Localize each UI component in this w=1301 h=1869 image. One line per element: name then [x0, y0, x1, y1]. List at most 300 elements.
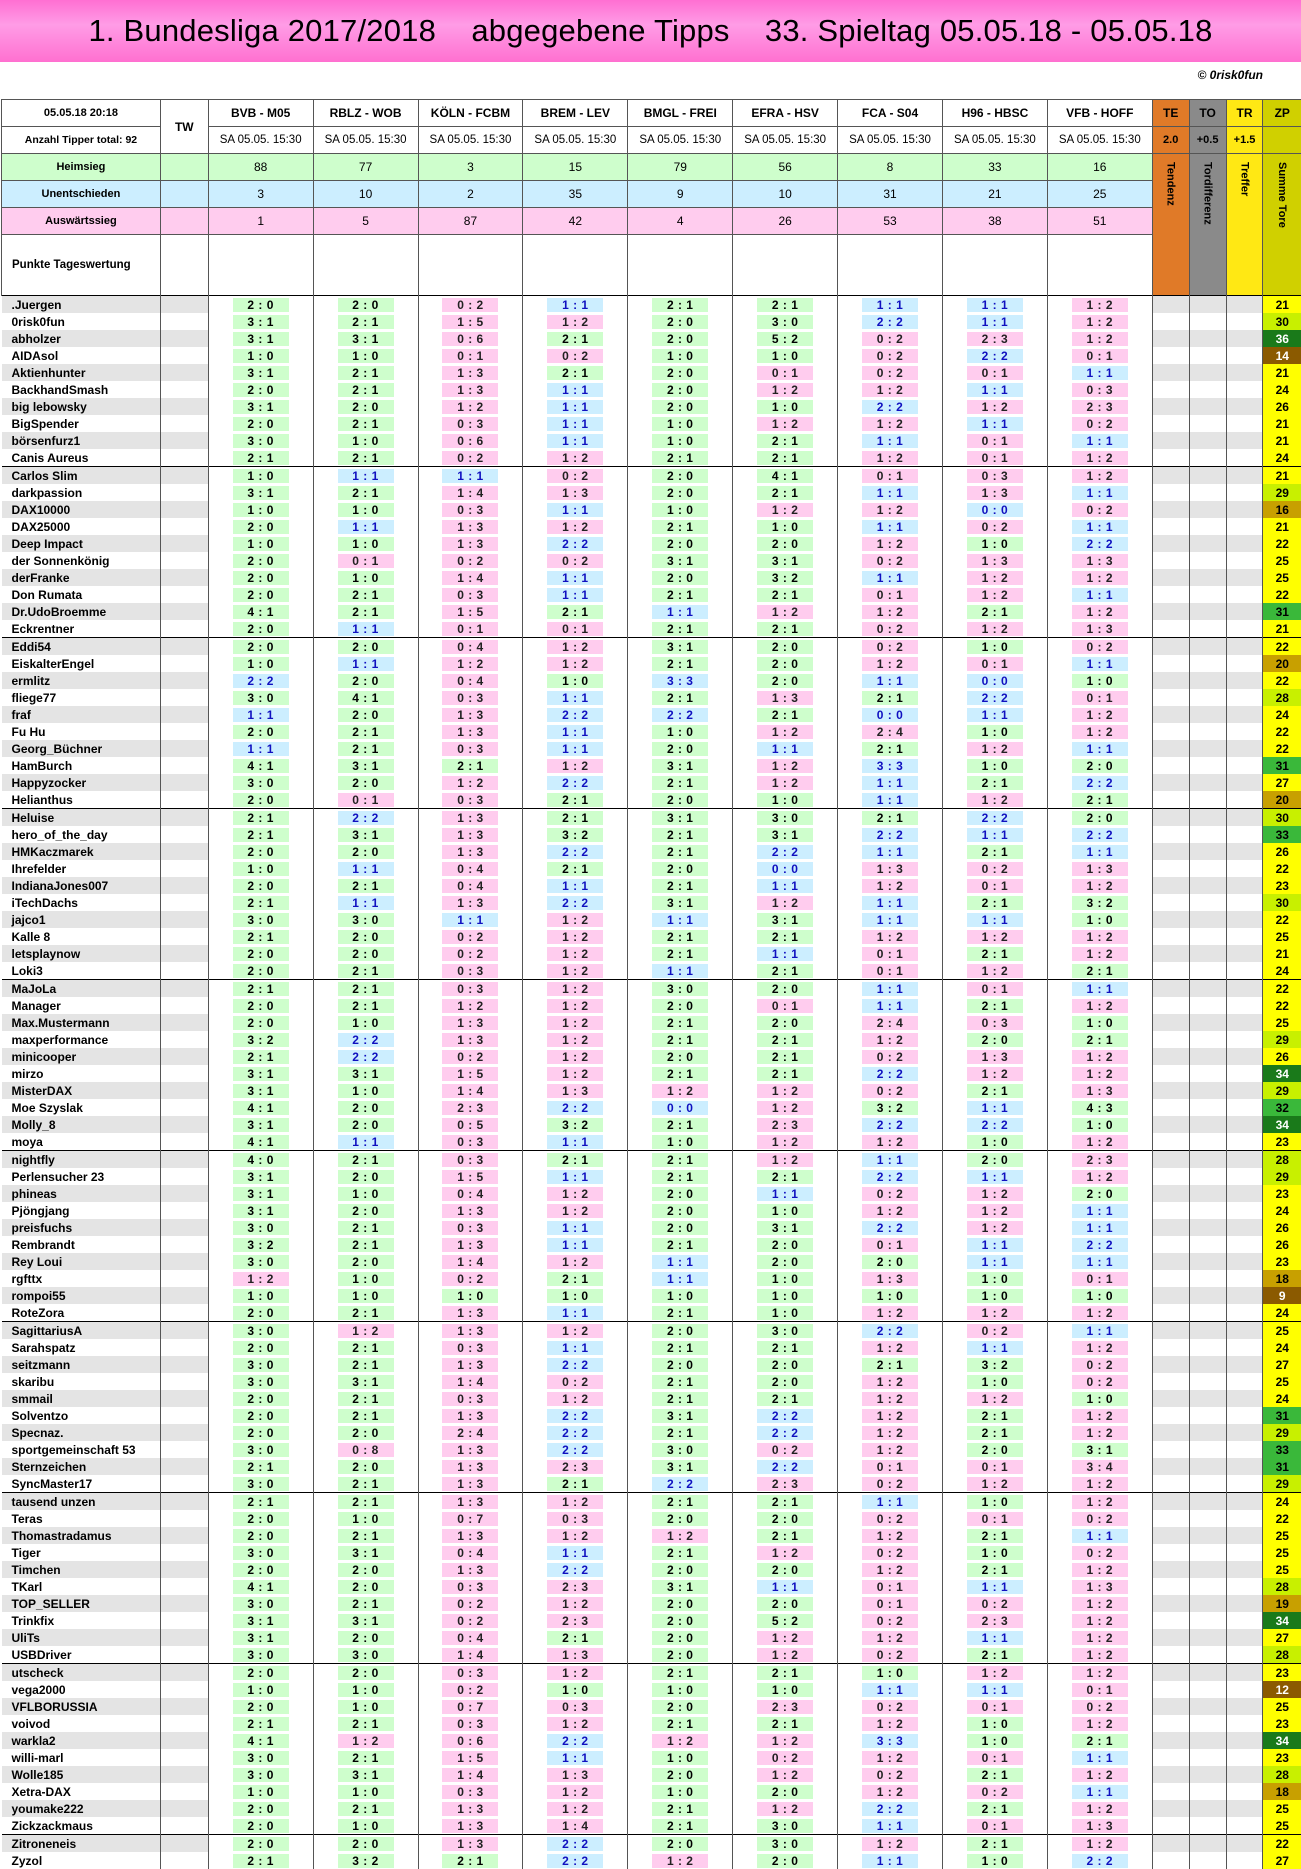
tip-value: 0 : 1: [967, 451, 1023, 465]
tip-cell: [838, 655, 943, 672]
extra-cell: [1189, 1322, 1226, 1340]
auswaertssieg-count: 51: [1047, 208, 1152, 235]
tip-cell: [208, 1390, 313, 1407]
tip-cell: [942, 740, 1047, 757]
player-row: [2, 945, 1301, 962]
tip-cell: [733, 364, 838, 381]
tip-cell: [208, 296, 313, 314]
tw-cell: [160, 1510, 208, 1527]
tip-value: 2 : 0: [757, 537, 813, 551]
tip-value: 1 : 1: [757, 1580, 813, 1594]
tip-cell: [208, 1681, 313, 1698]
extra-cell: [1226, 843, 1263, 860]
summe-points: 19: [1263, 1595, 1301, 1612]
tip-value: 1 : 2: [1072, 947, 1128, 961]
tip-value: 0 : 8: [338, 1443, 394, 1457]
tip-cell: [208, 723, 313, 740]
tip-value: 1 : 0: [338, 1289, 394, 1303]
tip-value: 1 : 2: [1072, 1170, 1128, 1184]
tip-value: 2 : 1: [338, 1751, 394, 1765]
tip-cell: [733, 1817, 838, 1835]
tip-cell: [628, 484, 733, 501]
tip-cell: [208, 740, 313, 757]
tip-value: 1 : 2: [862, 1341, 918, 1355]
player-row: [2, 723, 1301, 740]
extra-cell: [1189, 1800, 1226, 1817]
tip-value: 1 : 2: [547, 999, 603, 1013]
tip-cell: [313, 1835, 418, 1853]
player-row: [2, 1356, 1301, 1373]
player-name: phineas: [2, 1185, 161, 1202]
tip-value: 1 : 3: [442, 1477, 498, 1491]
tip-cell: [733, 1116, 838, 1133]
summe-points: 29: [1263, 1424, 1301, 1441]
tip-value: 1 : 0: [862, 1289, 918, 1303]
tip-cell: [418, 552, 523, 569]
tip-value: 1 : 2: [967, 1666, 1023, 1680]
player-name: Carlos Slim: [2, 467, 161, 485]
extra-code-to: TO: [1189, 100, 1226, 127]
tip-value: 2 : 1: [757, 622, 813, 636]
tip-value: 1 : 0: [967, 1717, 1023, 1731]
tip-value: 2 : 1: [757, 1050, 813, 1064]
player-name: Dr.UdoBroemme: [2, 603, 161, 620]
tip-cell: [628, 1185, 733, 1202]
tip-cell: [523, 398, 628, 415]
player-row: [2, 1698, 1301, 1715]
tip-value: 3 : 0: [233, 1477, 289, 1491]
player-name: Xetra-DAX: [2, 1783, 161, 1800]
tip-cell: [942, 1595, 1047, 1612]
extra-cell: [1189, 1852, 1226, 1869]
summe-points: 30: [1263, 809, 1301, 827]
tip-cell: [1047, 1681, 1152, 1698]
tip-cell: [628, 1578, 733, 1595]
extra-cell: [1226, 655, 1263, 672]
tip-cell: [418, 1612, 523, 1629]
tip-cell: [208, 1373, 313, 1390]
tip-value: 1 : 1: [967, 1341, 1023, 1355]
tip-cell: [1047, 638, 1152, 656]
tip-value: 1 : 1: [547, 298, 603, 312]
tip-value: 1 : 1: [967, 828, 1023, 842]
tip-cell: [733, 672, 838, 689]
extra-cell: [1152, 1133, 1189, 1151]
tip-cell: [1047, 962, 1152, 980]
extra-cell: [1152, 467, 1189, 485]
extra-cell: [1189, 843, 1226, 860]
tip-cell: [313, 1014, 418, 1031]
extra-cell: [1152, 1373, 1189, 1390]
extra-cell: [1226, 501, 1263, 518]
tip-cell: [942, 655, 1047, 672]
tip-value: 1 : 1: [862, 1495, 918, 1509]
tip-cell: [523, 1595, 628, 1612]
extra-cell: [1189, 467, 1226, 485]
tip-cell: [838, 347, 943, 364]
tip-cell: [838, 330, 943, 347]
punkte-cell: [628, 235, 733, 296]
extra-name-zp: [1263, 154, 1301, 296]
tip-cell: [1047, 1527, 1152, 1544]
tip-value: 0 : 2: [442, 1683, 498, 1697]
tip-cell: [1047, 381, 1152, 398]
tip-cell: [733, 1561, 838, 1578]
tip-cell: [523, 1527, 628, 1544]
summe-points: 26: [1263, 398, 1301, 415]
match-teams: BVB - M05: [208, 100, 313, 127]
tip-value: 0 : 1: [1072, 691, 1128, 705]
tip-value: 1 : 5: [442, 1170, 498, 1184]
summe-points: 28: [1263, 1646, 1301, 1664]
tip-cell: [418, 415, 523, 432]
summe-points: 24: [1263, 1202, 1301, 1219]
tip-value: 1 : 0: [757, 349, 813, 363]
player-name: Kalle 8: [2, 928, 161, 945]
player-name: mirzo: [2, 1065, 161, 1082]
tip-value: 1 : 2: [1072, 1614, 1128, 1628]
extra-cell: [1226, 689, 1263, 706]
player-row: [2, 980, 1301, 998]
extra-name-to: [1189, 154, 1226, 296]
tip-cell: [313, 1646, 418, 1664]
tip-value: 3 : 1: [233, 366, 289, 380]
tw-cell: [160, 911, 208, 928]
tip-value: 1 : 2: [1072, 1597, 1128, 1611]
extra-cell: [1152, 603, 1189, 620]
tip-cell: [733, 809, 838, 827]
extra-cell: [1152, 1475, 1189, 1493]
extra-cell: [1226, 1390, 1263, 1407]
tip-cell: [523, 467, 628, 485]
tip-cell: [208, 962, 313, 980]
tip-cell: [313, 1065, 418, 1082]
tip-value: 0 : 1: [862, 947, 918, 961]
tip-value: 2 : 1: [233, 1050, 289, 1064]
tip-value: 1 : 2: [757, 417, 813, 431]
tip-cell: [628, 1441, 733, 1458]
tip-value: 1 : 1: [652, 605, 708, 619]
tip-value: 0 : 1: [967, 1460, 1023, 1474]
extra-val-zp: [1263, 127, 1301, 154]
tip-value: 2 : 0: [338, 1666, 394, 1680]
player-row: [2, 1458, 1301, 1475]
tip-cell: [208, 364, 313, 381]
player-name: TOP_SELLER: [2, 1595, 161, 1612]
tip-cell: [1047, 1356, 1152, 1373]
tip-cell: [628, 1629, 733, 1646]
tip-value: 3 : 1: [338, 828, 394, 842]
tip-cell: [523, 1185, 628, 1202]
tip-cell: [523, 1407, 628, 1424]
tip-value: 2 : 1: [652, 1067, 708, 1081]
tip-cell: [838, 1629, 943, 1646]
player-row: [2, 1475, 1301, 1493]
tip-cell: [1047, 620, 1152, 638]
tip-cell: [942, 894, 1047, 911]
tip-cell: [733, 1544, 838, 1561]
tip-value: 3 : 1: [652, 811, 708, 825]
tip-value: 2 : 0: [233, 622, 289, 636]
tw-cell: [160, 1766, 208, 1783]
tw-cell: [160, 1202, 208, 1219]
unentschieden-label: Unentschieden: [2, 181, 161, 208]
tip-value: 1 : 0: [967, 1495, 1023, 1509]
tip-value: 1 : 2: [862, 1204, 918, 1218]
tip-value: 3 : 0: [233, 1751, 289, 1765]
tip-cell: [838, 945, 943, 962]
tip-cell: [838, 535, 943, 552]
punkte-row: [2, 235, 1301, 296]
tip-cell: [733, 962, 838, 980]
tip-value: 2 : 1: [652, 657, 708, 671]
tip-value: 2 : 2: [1072, 776, 1128, 790]
tip-cell: [1047, 1852, 1152, 1869]
tip-cell: [942, 313, 1047, 330]
tip-cell: [1047, 586, 1152, 603]
tip-value: 1 : 2: [862, 1409, 918, 1423]
tip-cell: [418, 484, 523, 501]
tip-cell: [838, 860, 943, 877]
summe-points: 14: [1263, 347, 1301, 364]
tip-cell: [208, 877, 313, 894]
tip-cell: [838, 1510, 943, 1527]
tw-cell: [160, 655, 208, 672]
tip-cell: [942, 1390, 1047, 1407]
tw-cell: [160, 1287, 208, 1304]
tip-value: 0 : 2: [442, 947, 498, 961]
tip-cell: [838, 1082, 943, 1099]
summe-points: 24: [1263, 962, 1301, 980]
summe-points: 21: [1263, 518, 1301, 535]
extra-cell: [1152, 928, 1189, 945]
tip-value: 2 : 1: [338, 964, 394, 978]
player-name: Deep Impact: [2, 535, 161, 552]
tw-cell: [160, 1031, 208, 1048]
tip-value: 0 : 1: [442, 622, 498, 636]
tip-value: 2 : 1: [652, 1118, 708, 1132]
tip-cell: [418, 962, 523, 980]
tip-value: 2 : 1: [338, 1802, 394, 1816]
tip-value: 2 : 2: [1072, 537, 1128, 551]
tip-cell: [208, 1407, 313, 1424]
tw-cell: [160, 398, 208, 415]
tip-value: 2 : 1: [652, 451, 708, 465]
tip-cell: [1047, 1578, 1152, 1595]
tip-cell: [1047, 706, 1152, 723]
player-name: .Juergen: [2, 296, 161, 314]
tip-cell: [942, 1561, 1047, 1578]
tip-value: 2 : 2: [547, 708, 603, 722]
tw-cell: [160, 1629, 208, 1646]
tip-value: 1 : 1: [1072, 1751, 1128, 1765]
tip-value: 1 : 0: [757, 793, 813, 807]
tip-cell: [313, 1099, 418, 1116]
tip-cell: [838, 415, 943, 432]
tip-cell: [208, 1561, 313, 1578]
tip-value: 0 : 1: [442, 349, 498, 363]
tip-value: 1 : 2: [652, 1084, 708, 1098]
extra-cell: [1226, 1065, 1263, 1082]
tip-value: 1 : 3: [442, 828, 498, 842]
tip-value: 1 : 1: [338, 862, 394, 876]
tip-cell: [942, 330, 1047, 347]
summe-points: 23: [1263, 1664, 1301, 1682]
tip-value: 1 : 3: [442, 1324, 498, 1338]
tip-value: 3 : 0: [652, 1443, 708, 1457]
extra-cell: [1152, 1527, 1189, 1544]
summe-points: 30: [1263, 313, 1301, 330]
tip-value: 1 : 2: [967, 1392, 1023, 1406]
extra-name-text: Summe Tore: [1276, 162, 1288, 228]
tip-cell: [313, 1202, 418, 1219]
tip-value: 0 : 3: [442, 1392, 498, 1406]
tip-cell: [1047, 1185, 1152, 1202]
tip-value: 1 : 3: [442, 1563, 498, 1577]
player-row: [2, 689, 1301, 706]
tip-value: 2 : 0: [338, 708, 394, 722]
tip-cell: [418, 1681, 523, 1698]
tip-cell: [313, 655, 418, 672]
tip-cell: [1047, 1373, 1152, 1390]
extra-cell: [1189, 1510, 1226, 1527]
tip-value: 2 : 0: [338, 298, 394, 312]
tip-cell: [838, 1014, 943, 1031]
tip-value: 2 : 1: [967, 1409, 1023, 1423]
player-name: Specnaz.: [2, 1424, 161, 1441]
tip-value: 2 : 1: [967, 1426, 1023, 1440]
tip-value: 1 : 0: [757, 1683, 813, 1697]
extra-val-te: 2.0: [1152, 127, 1189, 154]
extra-cell: [1226, 1168, 1263, 1185]
tip-cell: [208, 1510, 313, 1527]
tip-value: 1 : 2: [967, 622, 1023, 636]
tip-cell: [1047, 1732, 1152, 1749]
extra-cell: [1152, 1646, 1189, 1664]
tip-cell: [418, 928, 523, 945]
tip-cell: [628, 1527, 733, 1544]
player-row: [2, 1510, 1301, 1527]
tip-value: 1 : 2: [862, 1785, 918, 1799]
tip-cell: [1047, 1151, 1152, 1169]
tip-cell: [418, 347, 523, 364]
tip-cell: [418, 603, 523, 620]
tip-value: 2 : 1: [862, 691, 918, 705]
tip-cell: [523, 1835, 628, 1853]
tip-cell: [1047, 518, 1152, 535]
tip-value: 0 : 1: [338, 793, 394, 807]
extra-cell: [1152, 1219, 1189, 1236]
extra-cell: [1226, 1475, 1263, 1493]
tip-cell: [838, 706, 943, 723]
tw-cell: [160, 484, 208, 501]
tip-cell: [313, 1561, 418, 1578]
tip-cell: [208, 1151, 313, 1169]
tip-cell: [733, 501, 838, 518]
extra-cell: [1189, 672, 1226, 689]
tw-cell: [160, 501, 208, 518]
tip-cell: [733, 1373, 838, 1390]
match-time: SA 05.05. 15:30: [1047, 127, 1152, 154]
tip-value: 1 : 1: [862, 913, 918, 927]
tip-value: 0 : 2: [862, 554, 918, 568]
extra-cell: [1226, 1339, 1263, 1356]
tip-cell: [523, 1356, 628, 1373]
tip-value: 0 : 2: [1072, 1358, 1128, 1372]
tip-cell: [418, 1698, 523, 1715]
tip-cell: [523, 415, 628, 432]
tip-value: 1 : 1: [547, 879, 603, 893]
tip-value: 2 : 3: [1072, 400, 1128, 414]
tip-cell: [733, 1185, 838, 1202]
tip-cell: [523, 1219, 628, 1236]
summe-points: 29: [1263, 1082, 1301, 1099]
player-name: voivod: [2, 1715, 161, 1732]
tip-cell: [733, 1133, 838, 1151]
tip-cell: [838, 1475, 943, 1493]
tip-value: 1 : 3: [442, 725, 498, 739]
tip-value: 2 : 2: [967, 811, 1023, 825]
tip-cell: [628, 1373, 733, 1390]
tip-value: 1 : 2: [1072, 1631, 1128, 1645]
tip-cell: [523, 1510, 628, 1527]
player-row: [2, 620, 1301, 638]
punkte-label: Punkte Tageswertung: [2, 235, 161, 296]
tw-cell: [160, 1373, 208, 1390]
tip-value: 2 : 0: [652, 383, 708, 397]
player-name: Teras: [2, 1510, 161, 1527]
extra-cell: [1226, 1082, 1263, 1099]
extra-cell: [1189, 1339, 1226, 1356]
tip-value: 1 : 1: [1072, 742, 1128, 756]
tip-cell: [838, 569, 943, 586]
tip-value: 2 : 1: [652, 1170, 708, 1184]
tip-cell: [942, 1373, 1047, 1390]
tip-cell: [313, 432, 418, 449]
tip-cell: [523, 1715, 628, 1732]
tip-value: 2 : 0: [652, 571, 708, 585]
tip-cell: [418, 1202, 523, 1219]
tip-value: 2 : 2: [547, 1837, 603, 1851]
tip-value: 2 : 0: [233, 298, 289, 312]
extra-cell: [1189, 1065, 1226, 1082]
extra-cell: [1152, 364, 1189, 381]
tip-cell: [733, 1510, 838, 1527]
tip-value: 2 : 1: [233, 451, 289, 465]
tip-value: 1 : 0: [757, 1272, 813, 1286]
tip-value: 1 : 5: [442, 315, 498, 329]
tip-cell: [1047, 1612, 1152, 1629]
tip-value: 1 : 1: [547, 1341, 603, 1355]
tip-value: 1 : 2: [862, 451, 918, 465]
match-time: SA 05.05. 15:30: [838, 127, 943, 154]
extra-cell: [1189, 928, 1226, 945]
tip-cell: [628, 1732, 733, 1749]
extra-cell: [1226, 1304, 1263, 1322]
tip-value: 1 : 0: [338, 1683, 394, 1697]
tip-cell: [313, 928, 418, 945]
extra-cell: [1226, 1253, 1263, 1270]
extra-val-to: +0.5: [1189, 127, 1226, 154]
extra-cell: [1226, 1458, 1263, 1475]
player-row: [2, 1270, 1301, 1287]
tip-value: 2 : 0: [233, 571, 289, 585]
tip-value: 1 : 2: [547, 1392, 603, 1406]
tip-value: 2 : 0: [338, 1426, 394, 1440]
tip-cell: [942, 757, 1047, 774]
tip-cell: [1047, 945, 1152, 962]
tip-cell: [208, 1356, 313, 1373]
